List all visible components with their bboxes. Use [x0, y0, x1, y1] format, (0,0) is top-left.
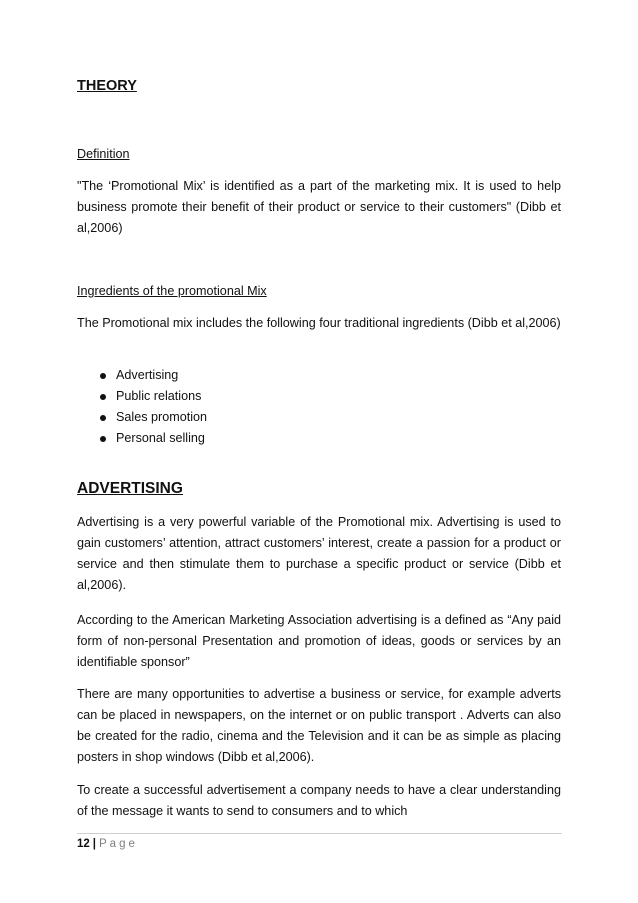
page-label: Page: [99, 838, 138, 850]
ingredients-paragraph: The Promotional mix includes the following four traditional ingredients (Dibb et al,2006): [77, 316, 561, 330]
footer-divider: [77, 833, 562, 834]
definition-paragraph: "The ‘Promotional Mix’ is identified as a part of the marketing mix. It is used to help business promote their benefit of their product or service to their customers" (Dibb et al,2006): [77, 179, 561, 235]
list-item: [77, 365, 207, 386]
list-item-label: Advertising: [116, 368, 179, 382]
list-item-label: Sales promotion: [116, 410, 208, 424]
ingredients-list: [77, 365, 207, 449]
advertising-heading: ADVERTISING: [77, 480, 183, 497]
list-item: [77, 386, 207, 407]
bullet-icon: [100, 373, 106, 379]
page-footer: [77, 838, 138, 850]
list-item: [77, 407, 207, 428]
bullet-icon: [100, 415, 106, 421]
bullet-icon: [100, 436, 106, 442]
page-number: 12: [77, 838, 90, 850]
theory-heading: THEORY: [77, 78, 137, 94]
list-item: [77, 428, 207, 449]
definition-subheading: Definition: [77, 147, 130, 161]
ingredients-subheading: Ingredients of the promotional Mix: [77, 284, 267, 298]
advertising-paragraph-1: Advertising is a very powerful variable of the Promotional mix. Advertising is used to gain customers’ attention, attract customers’ interest, create a passion for a product or service and then stimulate them to purchase a specific product or service (Dibb et al,2006).: [77, 515, 561, 592]
advertising-paragraph-3: There are many opportunities to advertise a business or service, for example adverts can be placed in newspapers, on the internet or on public transport . Adverts can also be created for the radio, cinema and the Television and it can be as simple as placing posters in shop windows (Dibb et al,2006).: [77, 687, 561, 764]
advertising-paragraph-4: To create a successful advertisement a company needs to have a clear understanding of the message it wants to send to consumers and to which: [77, 783, 561, 818]
list-item-label: Public relations: [116, 389, 202, 403]
list-item-label: Personal selling: [116, 431, 205, 445]
advertising-paragraph-2: According to the American Marketing Association advertising is a defined as “Any paid form of non-personal Presentation and promotion of ideas, goods or services by an identifiable sponsor”: [77, 613, 561, 669]
bullet-icon: [100, 394, 106, 400]
footer-separator: |: [92, 838, 97, 850]
